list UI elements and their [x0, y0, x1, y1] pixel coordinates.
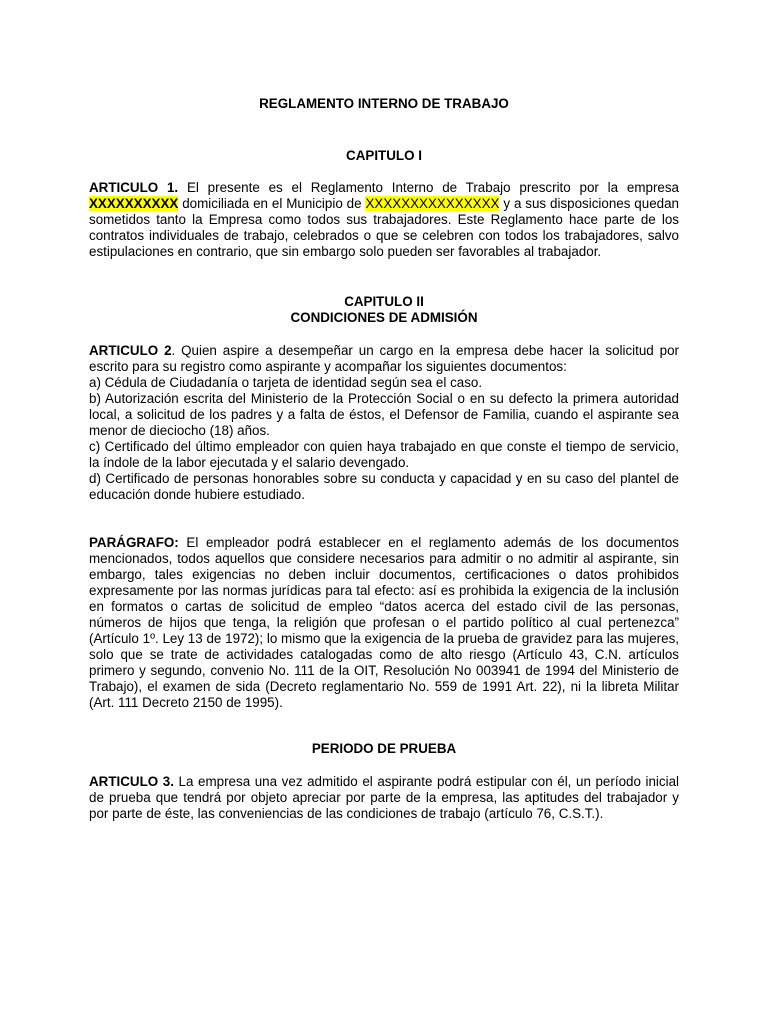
chapter-1-heading: CAPITULO I: [346, 148, 422, 163]
article-1: [89, 180, 679, 260]
municipality-placeholder: XXXXXXXXXXXXXXX: [365, 196, 500, 211]
article-2-label: ARTICULO 2: [89, 343, 172, 358]
article-1-label: ARTICULO 1.: [89, 180, 179, 195]
paragrafo: [89, 535, 679, 711]
article-1-text-b: domiciliada en el Municipio de: [178, 196, 366, 211]
paragrafo-text: El empleador podrá establecer en el reglamento además de los documentos mencionados, todos aquellos que considere necesarios para admitir o no admitir al aspirante, sin embargo, tales exigencias no deben incluir documentos, certificaciones o datos prohibidos expresamente por las normas jurídicas para tal efecto: así es prohibida la exigencia de la inclusión en formatos o cartas de solicitud de empleo “datos acerca del estado civil de las personas, números de hijos que tenga, la religión que profesan o el partido político al cual pertenezca” (Artículo 1º. Ley 13 de 1972); lo mismo que la exigencia de la prueba de gravidez para las mujeres, solo que se trate de actividades catalogadas como de alto riesgo (Artículo 43, C.N. artículos primero y segundo, convenio No. 111 de la OIT, Resolución No 003941 de 1994 del Ministerio de Trabajo), el examen de sida (Decreto reglamentario No. 559 de 1991 Art. 22), ni la libreta Militar (Art. 111 Decreto 2150 de 1995).: [89, 535, 679, 710]
article-2-item-c: c) Certificado del último empleador con quien haya trabajado en que conste el tiempo de servicio, la índole de la labor ejecutada y el salario devengado.: [89, 439, 679, 470]
article-2-item-d: d) Certificado de personas honorables sobre su conducta y capacidad y en su caso del plantel de educación donde hubiere estudiado.: [89, 471, 679, 502]
admission-conditions-heading: CONDICIONES DE ADMISIÓN: [290, 310, 478, 325]
article-1-text-c: y a sus disposiciones quedan sometidos tanto la Empresa como todos sus trabajadores. Este Reglamento hace parte de los contratos individuales de trabajo, celebrados o que se celebren con todos los trabajadores, salvo estipulaciones en contrario, que sin embargo solo pueden ser favorables al trabajador.: [89, 196, 679, 259]
article-2-item-b: b) Autorización escrita del Ministerio de la Protección Social o en su defecto la primera autoridad local, a solicitud de los padres y a falta de éstos, el Defensor de Familia, cuando el aspirante sea menor de dieciocho (18) años.: [89, 391, 679, 438]
article-3: [89, 774, 679, 822]
company-placeholder: XXXXXXXXXX: [89, 196, 179, 211]
article-3-label: ARTICULO 3.: [89, 774, 174, 789]
document-title: REGLAMENTO INTERNO DE TRABAJO: [259, 96, 509, 111]
article-3-text: La empresa una vez admitido el aspirante podrá estipular con él, un período inicial de prueba que tendrá por objeto apreciar por parte de la empresa, las aptitudes del trabajador y por parte de éste, las conveniencias de las condiciones de trabajo (artículo 76, C.S.T.).: [89, 774, 679, 821]
probation-heading: PERIODO DE PRUEBA: [311, 741, 457, 756]
chapter-2-heading: CAPITULO II: [344, 294, 424, 309]
article-1-text-a: El presente es el Reglamento Interno de Trabajo prescrito por la empresa: [178, 180, 679, 195]
article-2-intro-text: . Quien aspire a desempeñar un cargo en la empresa debe hacer la solicitud por escrito para su registro como aspirante y acompañar los siguientes documentos:: [89, 343, 679, 374]
article-2-item-a: a) Cédula de Ciudadanía o tarjeta de identidad según sea el caso.: [89, 375, 483, 390]
article-2-intro: [89, 343, 679, 375]
paragrafo-label: PARÁGRAFO:: [89, 535, 179, 550]
